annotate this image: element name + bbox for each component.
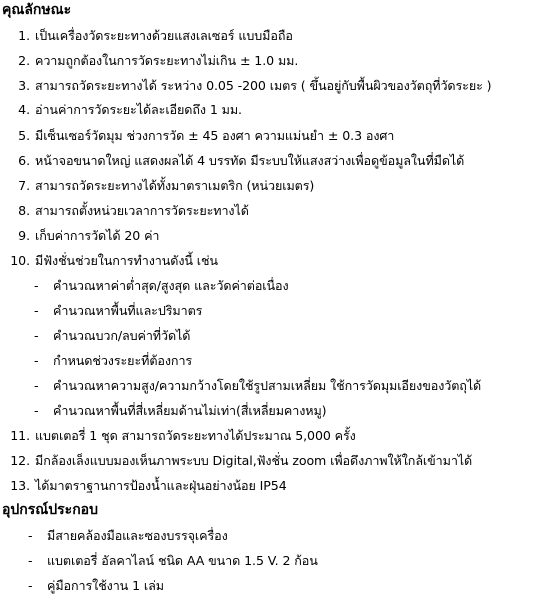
feature-item (4, 178, 314, 194)
item-number: 3. (18, 78, 30, 93)
function-subitem (34, 328, 190, 344)
item-text: แบตเตอรี่ 1 ชุด สามารถวัดระยะทางได้ประมาณ 5,000 ครั้ง (35, 428, 356, 443)
item-text: มีฟังชั่นช่วยในการทำงานดังนี้ เช่น (35, 253, 218, 268)
feature-item (4, 228, 159, 244)
dash: - (34, 278, 39, 293)
item-text: เป็นเครื่องวัดระยะทางด้วยแสงเลเซอร์ แบบมือถือ (35, 28, 293, 43)
dash: - (28, 578, 33, 593)
item-text: มีเซ็นเซอร์วัดมุม ช่วงการวัด ± 45 องศา ความแม่นยำ ± 0.3 องศา (35, 128, 395, 143)
item-number: 1. (18, 28, 30, 43)
item-number: 5. (18, 128, 30, 143)
dash: - (34, 378, 39, 393)
item-number: 12. (10, 453, 30, 468)
item-number: 9. (18, 228, 30, 243)
feature-item (4, 153, 464, 169)
item-text: หน้าจอขนาดใหญ่ แสดงผลได้ 4 บรรทัด มีระบบให้แสงสว่างเพื่อดูข้อมูลในที่มืดได้ (35, 153, 465, 168)
feature-item (4, 203, 249, 219)
accessory-item (28, 528, 228, 544)
feature-item (4, 28, 293, 44)
item-text: สามารถวัดระยะทางได้ทั้งมาตราเมตริก (หน่วยเมตร) (35, 178, 315, 193)
accessories-heading: อุปกรณ์ประกอบ (2, 502, 98, 518)
item-text: สามารถวัดระยะทางได้ ระหว่าง 0.05 -200 เมตร ( ขึ้นอยู่กับพื้นผิวของวัตถุที่วัดระยะ ) (35, 78, 492, 93)
subitem-text: กำหนดช่วงระยะที่ต้องการ (53, 353, 193, 368)
feature-item (4, 128, 394, 144)
item-number: 11. (10, 428, 30, 443)
feature-item (4, 102, 242, 118)
item-number: 6. (18, 153, 30, 168)
item-number: 2. (18, 53, 30, 68)
item-number: 13. (10, 478, 30, 493)
accessory-text: คู่มือการใช้งาน 1 เล่ม (47, 578, 164, 593)
item-text: ความถูกต้องในการวัดระยะทางไม่เกิน ± 1.0 มม. (35, 53, 299, 68)
dash: - (34, 328, 39, 343)
dash: - (34, 403, 39, 418)
function-subitem (34, 353, 192, 369)
feature-item (4, 478, 287, 494)
item-number: 4. (18, 102, 30, 117)
accessory-text: แบตเตอรี่ อัลคาไลน์ ชนิด AA ขนาด 1.5 V. 2 ก้อน (47, 553, 318, 568)
subitem-text: คำนวณหาความสูง/ความกว้างโดยใช้รูปสามเหลี่ยม ใช้การวัดมุมเอียงของวัตถุได้ (53, 378, 482, 393)
item-number: 7. (18, 178, 30, 193)
dash: - (34, 353, 39, 368)
feature-item (4, 78, 491, 94)
subitem-text: คำนวณหาค่าต่ำสุด/สูงสุด และวัดค่าต่อเนื่อง (53, 278, 289, 293)
feature-item (4, 428, 356, 444)
subitem-text: คำนวณบวก/ลบค่าที่วัดได้ (53, 328, 191, 343)
dash: - (34, 303, 39, 318)
feature-item (4, 53, 298, 69)
item-number: 10. (10, 253, 30, 268)
item-text: อ่านค่าการวัดระยะได้ละเอียดถึง 1 มม. (35, 102, 242, 117)
accessory-item (28, 578, 164, 594)
item-text: มีกล้องเล็งแบบมองเห็นภาพระบบ Digital,ฟังชั่น zoom เพื่อดึงภาพให้ใกล้เข้ามาได้ (35, 453, 473, 468)
dash: - (28, 553, 33, 568)
function-subitem (34, 403, 326, 419)
item-number: 8. (18, 203, 30, 218)
feature-item (4, 253, 218, 269)
function-subitem (34, 303, 202, 319)
feature-item (4, 453, 472, 469)
features-heading: คุณลักษณะ (2, 2, 72, 18)
item-text: ได้มาตราฐานการป้องน้ำและฝุ่นอย่างน้อย IP54 (35, 478, 287, 493)
item-text: เก็บค่าการวัดได้ 20 ค่า (35, 228, 160, 243)
item-text: สามารถตั้งหน่วยเวลาการวัดระยะทางได้ (35, 203, 249, 218)
accessory-item (28, 553, 318, 569)
dash: - (28, 528, 33, 543)
function-subitem (34, 278, 289, 294)
subitem-text: คำนวณหาพื้นที่สี่เหลี่ยมด้านไม่เท่า(สี่เหลี่ยมคางหมู) (53, 403, 327, 418)
subitem-text: คำนวณหาพื้นที่และปริมาตร (53, 303, 203, 318)
function-subitem (34, 378, 481, 394)
accessory-text: มีสายคล้องมือและซองบรรจุเครื่อง (47, 528, 228, 543)
